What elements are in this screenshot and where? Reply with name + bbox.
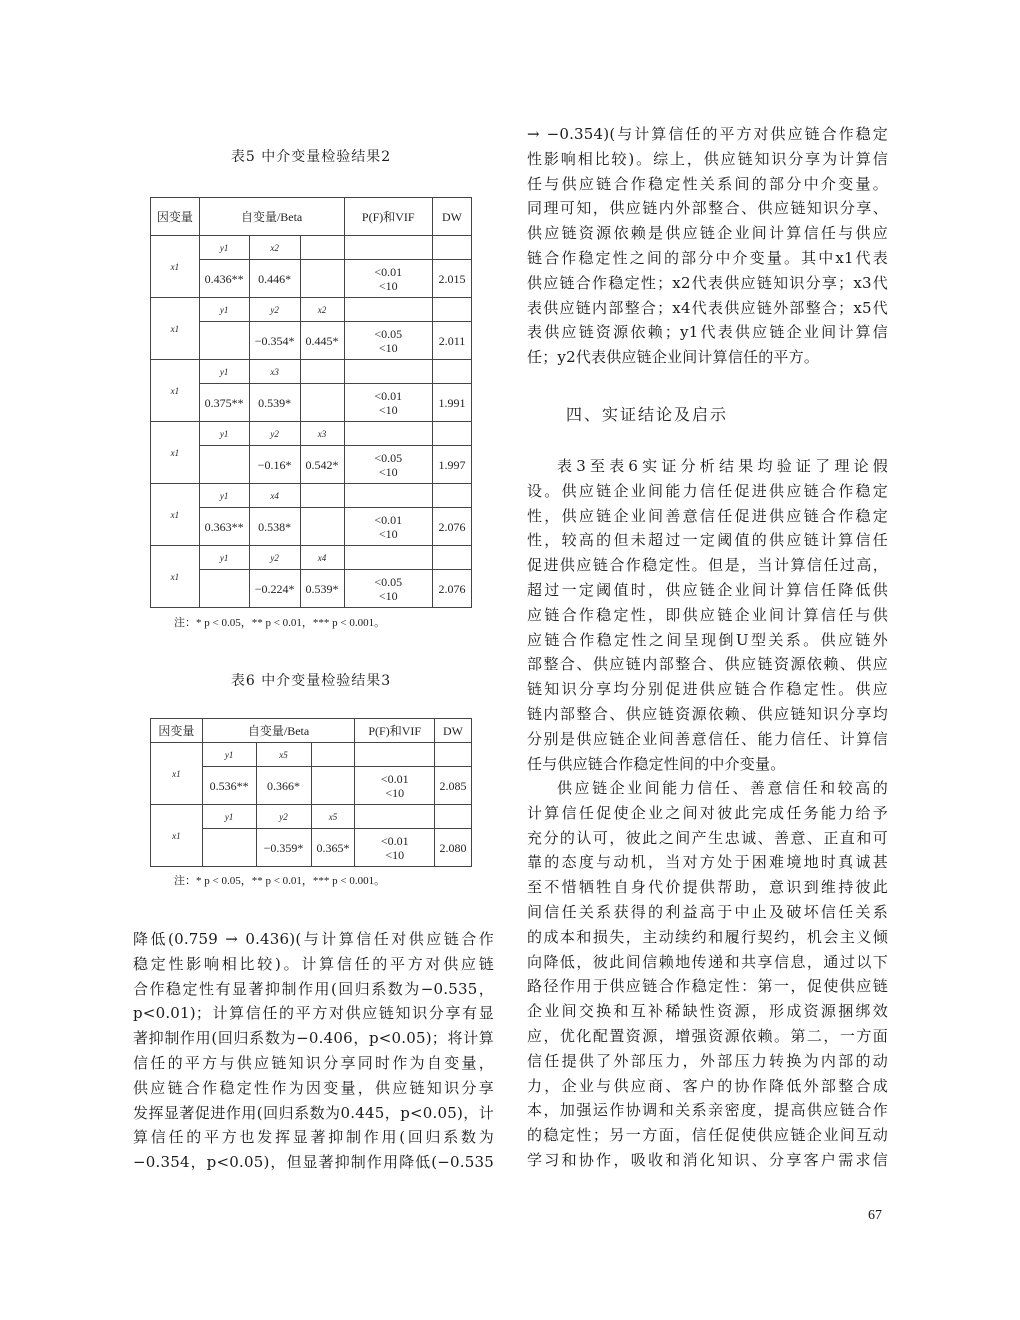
empty-cell xyxy=(433,298,472,322)
text-line: 著抑制作用(回归系数为−0.406，p<0.05)；将计算 xyxy=(133,1029,494,1048)
text-line: 靠的态度与动机，当对方处于困难境地时真诚甚 xyxy=(527,853,888,872)
var-name: x5 xyxy=(256,743,311,767)
table-row xyxy=(151,546,472,570)
var-name: y2 xyxy=(249,546,300,570)
beta-value: 0.538* xyxy=(249,508,300,546)
text-line: 的稳定性；另一方面，信任促使供应链企业间互动 xyxy=(527,1126,888,1145)
empty-cell xyxy=(433,236,472,260)
dependent-var: x1 xyxy=(151,298,200,360)
table6 xyxy=(150,718,472,867)
text-line: 分别是供应链企业间善意信任、能力信任、计算信 xyxy=(527,729,888,748)
vif-value: <10 xyxy=(378,278,398,293)
table-row xyxy=(151,322,472,360)
table-row xyxy=(151,298,472,322)
table-row xyxy=(151,236,472,260)
table6-note: 注：* p < 0.05，** p < 0.01，*** p < 0.001。 xyxy=(174,875,386,887)
pf-value: <0.01 xyxy=(380,771,409,786)
var-name: x2 xyxy=(249,236,300,260)
text-line: 性影响相比较)。综上，供应链知识分享为计算信 xyxy=(527,149,888,168)
header-pf-vif: P(F)和VIF xyxy=(355,719,435,743)
var-name: y1 xyxy=(199,546,249,570)
dw-value: 2.076 xyxy=(433,508,472,546)
empty-cell xyxy=(433,360,472,384)
pf-vif-cell xyxy=(344,384,433,422)
table5 xyxy=(150,197,472,608)
dw-value: 2.080 xyxy=(435,829,472,867)
pf-value: <0.05 xyxy=(374,450,403,465)
table-row xyxy=(151,805,472,829)
dw-value: 2.085 xyxy=(435,767,472,805)
var-name: y1 xyxy=(199,298,249,322)
text-line: 促进供应链合作稳定性。但是，当计算信任过高， xyxy=(527,556,888,575)
pf-vif-cell xyxy=(344,446,433,484)
header-pf-vif: P(F)和VIF xyxy=(344,198,433,236)
text-line: 信任提供了外部压力，外部压力转换为内部的动 xyxy=(527,1051,888,1070)
dependent-var: x1 xyxy=(151,546,200,608)
beta-value: −0.354* xyxy=(249,322,300,360)
text-line: 任与供应链合作稳定性关系间的部分中介变量。 xyxy=(527,174,888,193)
text-line: 学习和协作，吸收和消化知识、分享客户需求信 xyxy=(527,1150,888,1169)
var-name: y1 xyxy=(199,484,249,508)
vif-value: <10 xyxy=(378,588,398,603)
beta-value xyxy=(199,322,249,360)
empty-cell xyxy=(435,805,472,829)
dependent-var: x1 xyxy=(151,743,203,805)
header-dependent: 因变量 xyxy=(151,719,203,743)
header-dw: DW xyxy=(433,198,472,236)
empty-cell xyxy=(433,484,472,508)
pf-vif-cell xyxy=(344,570,433,608)
beta-value: 0.539* xyxy=(249,384,300,422)
text-line: 供应链资源依赖是供应链企业间计算信任与供应 xyxy=(527,224,888,243)
beta-value xyxy=(300,260,344,298)
text-line: 间信任关系获得的利益高于中止及破坏信任关系 xyxy=(527,902,888,921)
text-line: −0.354，p<0.05)，但显著抑制作用降低(−0.535 xyxy=(133,1153,494,1172)
text-line: 性，较高的但未超过一定阈值的供应链计算信任 xyxy=(527,531,888,550)
text-line: 供应链企业间能力信任、善意信任和较高的 xyxy=(557,779,888,797)
table6-caption: 表6 中介变量检验结果3 xyxy=(230,673,392,689)
text-line: 供应链合作稳定性；x2代表供应链知识分享；x3代 xyxy=(527,273,888,292)
text-line: 计算信任促使企业之间对彼此完成任务能力给予 xyxy=(527,803,888,822)
header-dependent: 因变量 xyxy=(151,198,200,236)
dependent-var: x1 xyxy=(151,805,203,867)
page-number: 67 xyxy=(868,1208,882,1223)
text-line: 力，企业与供应商、客户的协作降低外部整合成 xyxy=(527,1076,888,1095)
text-line: 向降低，彼此间信赖地传递和共享信息，通过以下 xyxy=(527,952,888,971)
vif-value: <10 xyxy=(385,847,405,862)
dw-value: 1.997 xyxy=(433,446,472,484)
beta-value: 0.446* xyxy=(249,260,300,298)
empty-cell xyxy=(344,298,433,322)
vif-value: <10 xyxy=(378,526,398,541)
beta-value: 0.436** xyxy=(199,260,249,298)
pf-value: <0.01 xyxy=(374,264,403,279)
text-line: 表供应链内部整合；x4代表供应链外部整合；x5代 xyxy=(527,298,888,317)
text-line: 企业间交换和互补稀缺性资源，形成资源捆绑效 xyxy=(527,1002,888,1021)
var-name: y1 xyxy=(202,743,256,767)
vif-value: <10 xyxy=(378,464,398,479)
var-name: x2 xyxy=(300,298,344,322)
text-line: 链内部整合、供应链资源依赖、供应链知识分享均 xyxy=(527,704,888,723)
text-line: 超过一定阈值时，供应链企业间计算信任降低供 xyxy=(527,580,888,599)
var-name xyxy=(300,484,344,508)
table-row xyxy=(151,508,472,546)
header-row xyxy=(151,719,472,743)
text-line: → −0.354)(与计算信任的平方对供应链合作稳定 xyxy=(527,125,888,143)
text-line: 算信任的平方也发挥显著抑制作用(回归系数为 xyxy=(133,1128,494,1147)
text-line: 任；y2代表供应链企业间计算信任的平方。 xyxy=(527,348,820,367)
pf-vif-cell xyxy=(344,260,433,298)
beta-value xyxy=(300,384,344,422)
pf-vif-cell xyxy=(355,767,435,805)
section-heading: 四、实证结论及启示 xyxy=(566,405,729,424)
table-row xyxy=(151,384,472,422)
var-name: y2 xyxy=(249,422,300,446)
vif-value: <10 xyxy=(385,785,405,800)
beta-value: −0.224* xyxy=(249,570,300,608)
pf-value: <0.01 xyxy=(374,388,403,403)
table5-note: 注：* p < 0.05，** p < 0.01，*** p < 0.001。 xyxy=(174,617,386,629)
beta-value: 0.445* xyxy=(300,322,344,360)
text-line: 合作稳定性有显著抑制作用(回归系数为−0.535， xyxy=(133,979,494,998)
text-line: 应，优化配置资源，增强资源依赖。第二，一方面 xyxy=(527,1026,888,1045)
beta-value: 0.536** xyxy=(202,767,256,805)
var-name: x4 xyxy=(249,484,300,508)
right-paragraph-2 xyxy=(527,454,888,776)
header-independent: 自变量/Beta xyxy=(199,198,344,236)
var-name: y1 xyxy=(199,422,249,446)
empty-cell xyxy=(344,546,433,570)
text-line: 至不惜牺牲自身代价提供帮助，意识到维持彼此 xyxy=(527,878,888,897)
empty-cell xyxy=(435,743,472,767)
text-line: 信任的平方与供应链知识分享同时作为自变量， xyxy=(133,1053,494,1072)
text-line: 充分的认可，彼此之间产生忠诚、善意、正直和可 xyxy=(527,828,888,847)
text-line: 路径作用于供应链合作稳定性：第一，促使供应链 xyxy=(527,977,888,996)
text-line: 稳定性影响相比较)。计算信任的平方对供应链 xyxy=(133,954,494,973)
vif-value: <10 xyxy=(378,340,398,355)
var-name xyxy=(300,236,344,260)
pf-vif-cell xyxy=(344,322,433,360)
table-row xyxy=(151,570,472,608)
beta-value: 0.363** xyxy=(199,508,249,546)
dw-value: 1.991 xyxy=(433,384,472,422)
pf-value: <0.01 xyxy=(380,833,409,848)
header-independent: 自变量/Beta xyxy=(202,719,355,743)
text-line: 同理可知，供应链内外部整合、供应链知识分享、 xyxy=(527,199,888,218)
beta-value: −0.16* xyxy=(249,446,300,484)
text-line: 表3至表6实证分析结果均验证了理论假 xyxy=(557,457,888,475)
beta-value: 0.366* xyxy=(256,767,311,805)
text-line: p<0.01)；计算信任的平方对供应链知识分享有显 xyxy=(133,1004,494,1023)
beta-value: −0.359* xyxy=(256,829,311,867)
beta-value xyxy=(199,446,249,484)
text-line: 发挥显著促进作用(回归系数为0.445，p<0.05)，计 xyxy=(133,1103,494,1122)
empty-cell xyxy=(344,484,433,508)
empty-cell xyxy=(344,422,433,446)
table-row xyxy=(151,743,472,767)
table-row xyxy=(151,260,472,298)
pf-vif-cell xyxy=(355,829,435,867)
empty-cell xyxy=(355,743,435,767)
var-name: y1 xyxy=(199,360,249,384)
dw-value: 2.076 xyxy=(433,570,472,608)
var-name: y2 xyxy=(249,298,300,322)
pf-value: <0.05 xyxy=(374,326,403,341)
var-name xyxy=(311,743,355,767)
beta-value: 0.365* xyxy=(311,829,355,867)
dependent-var: x1 xyxy=(151,360,200,422)
text-line: 部整合、供应链内部整合、供应链资源依赖、供应 xyxy=(527,655,888,674)
text-line: 设。供应链企业间能力信任促进供应链合作稳定 xyxy=(527,481,888,500)
text-line: 应链合作稳定性，即供应链企业间计算信任与供 xyxy=(527,605,888,624)
empty-cell xyxy=(344,360,433,384)
text-line: 本，加强运作协调和关系亲密度，提高供应链合作 xyxy=(527,1101,888,1120)
dependent-var: x1 xyxy=(151,484,200,546)
vif-value: <10 xyxy=(378,402,398,417)
right-paragraph-1 xyxy=(527,122,888,370)
right-paragraph-3 xyxy=(527,776,888,1173)
empty-cell xyxy=(433,422,472,446)
text-line: 链知识分享均分别促进供应链合作稳定性。供应 xyxy=(527,680,888,699)
var-name: x3 xyxy=(300,422,344,446)
dependent-var: x1 xyxy=(151,236,200,298)
header-row xyxy=(151,198,472,236)
var-name: x3 xyxy=(249,360,300,384)
table5-caption: 表5 中介变量检验结果2 xyxy=(230,149,392,165)
beta-value: 0.375** xyxy=(199,384,249,422)
text-line: 任与供应链合作稳定性间的中介变量。 xyxy=(527,754,786,773)
empty-cell xyxy=(355,805,435,829)
pf-value: <0.01 xyxy=(374,512,403,527)
beta-value xyxy=(202,829,256,867)
beta-value xyxy=(300,508,344,546)
beta-value xyxy=(311,767,355,805)
pf-value: <0.05 xyxy=(374,574,403,589)
empty-cell xyxy=(344,236,433,260)
beta-value: 0.542* xyxy=(300,446,344,484)
beta-value: 0.539* xyxy=(300,570,344,608)
text-line: 供应链合作稳定性作为因变量，供应链知识分享 xyxy=(133,1078,494,1097)
text-line: 降低(0.759 → 0.436)(与计算信任对供应链合作 xyxy=(133,930,494,948)
text-line: 应链合作稳定性之间呈现倒U型关系。供应链外 xyxy=(527,630,888,649)
table-row xyxy=(151,422,472,446)
table-row xyxy=(151,446,472,484)
var-name: y1 xyxy=(202,805,256,829)
header-dw: DW xyxy=(435,719,472,743)
text-line: 链合作稳定性之间的部分中介变量。其中x1代表 xyxy=(527,248,888,267)
var-name: y1 xyxy=(199,236,249,260)
left-paragraph xyxy=(133,927,494,1175)
pf-vif-cell xyxy=(344,508,433,546)
table-row xyxy=(151,484,472,508)
dw-value: 2.011 xyxy=(433,322,472,360)
var-name: x4 xyxy=(300,546,344,570)
beta-value xyxy=(199,570,249,608)
table-row xyxy=(151,360,472,384)
dw-value: 2.015 xyxy=(433,260,472,298)
text-line: 表供应链资源依赖；y1代表供应链企业间计算信 xyxy=(527,323,888,342)
text-line: 性，供应链企业间善意信任促进供应链合作稳定 xyxy=(527,506,888,525)
var-name: x5 xyxy=(311,805,355,829)
text-line: 的成本和损失，主动续约和履行契约，机会主义倾 xyxy=(527,927,888,946)
var-name xyxy=(300,360,344,384)
empty-cell xyxy=(433,546,472,570)
var-name: y2 xyxy=(256,805,311,829)
dependent-var: x1 xyxy=(151,422,200,484)
